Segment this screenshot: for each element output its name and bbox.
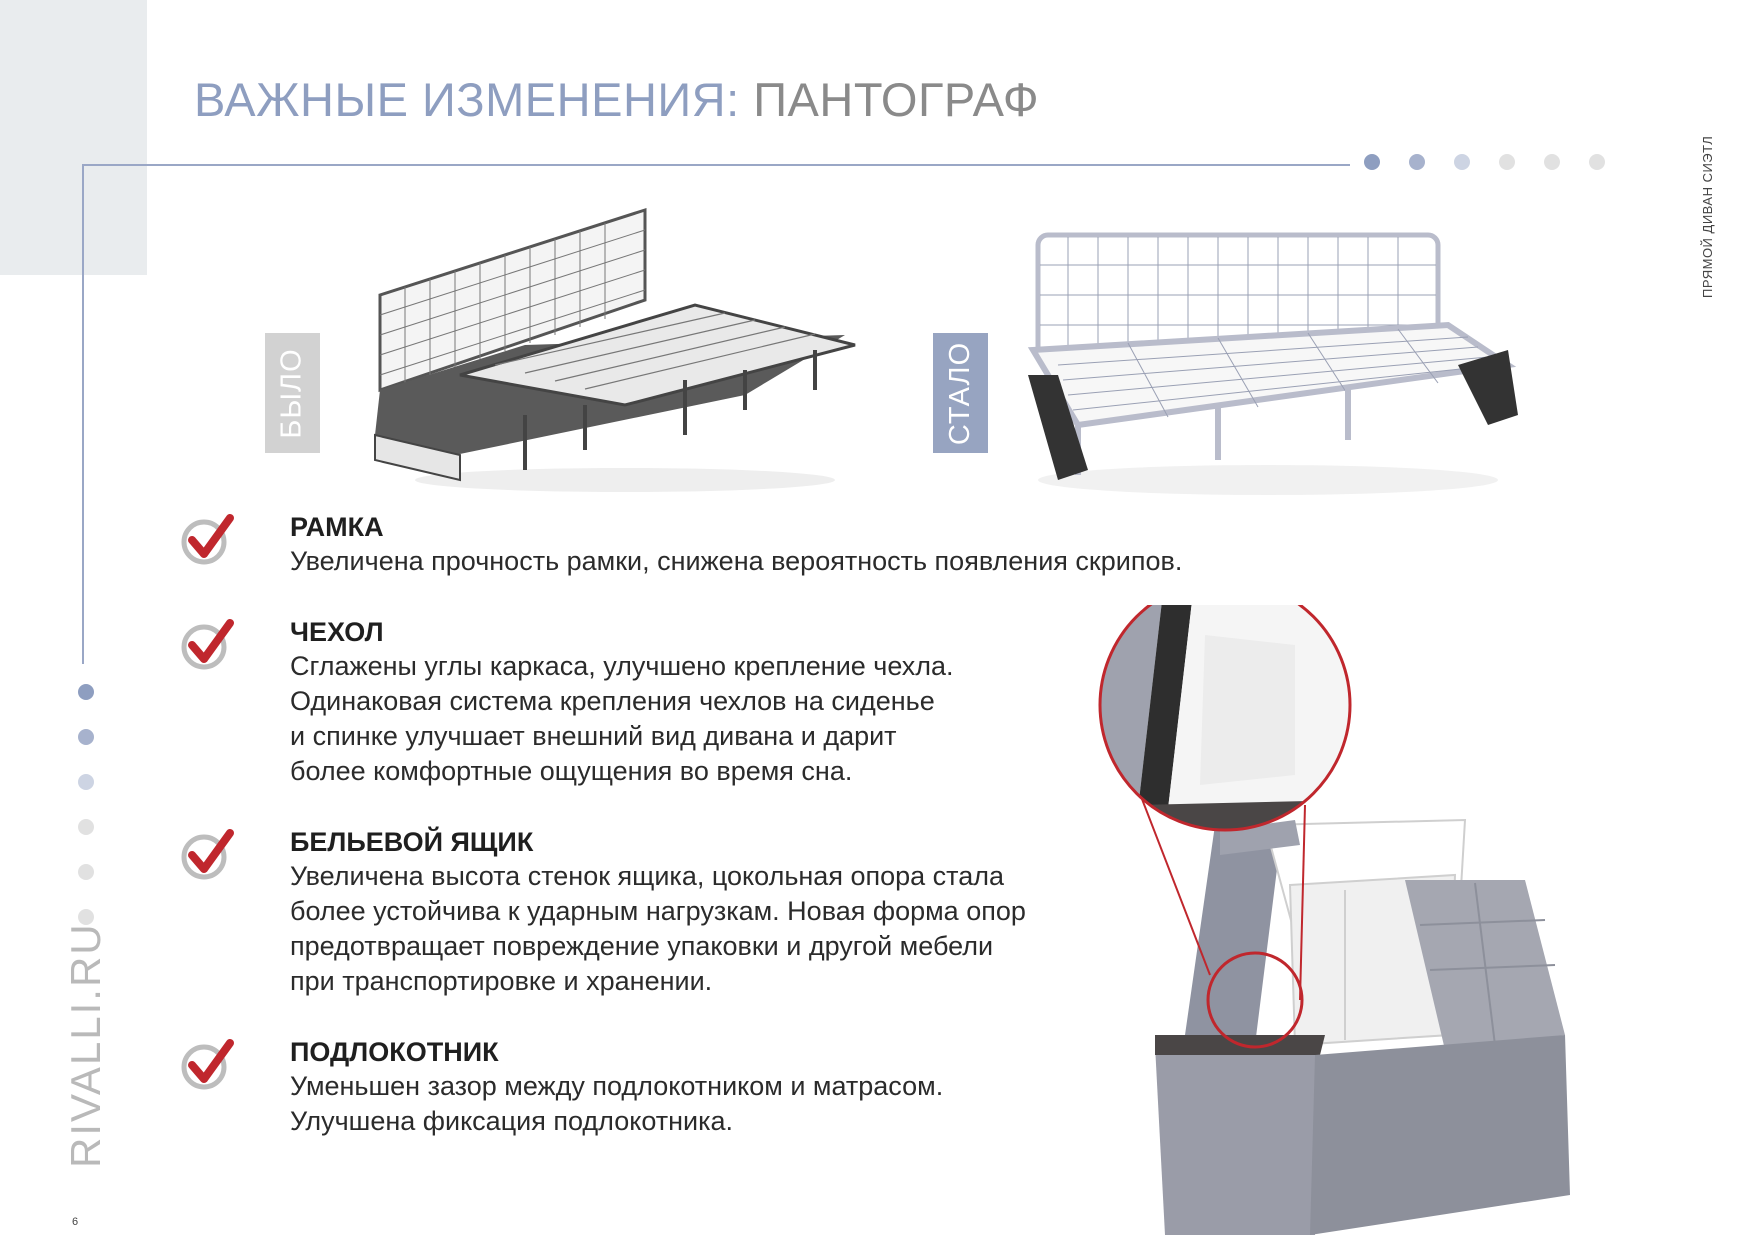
- section-text: Увеличена высота стенок ящика, цокольная опора стала более устойчива к ударным нагрузкам. Новая форма опор предотвращает повреждение упаковки и другой мебели при транспортировке и хранении.: [290, 861, 1026, 996]
- progress-dot: [1544, 154, 1560, 170]
- progress-dot: [78, 684, 94, 700]
- check-icon: [180, 510, 238, 568]
- section-text: Сглажены углы каркаса, улучшено крепление чехла. Одинаковая система крепления чехлов на сиденье и спинке улучшает внешний вид дивана и дарит более комфортные ощущения во время сна.: [290, 651, 954, 786]
- title-accent: ВАЖНЫЕ ИЗМЕНЕНИЯ:: [194, 73, 740, 126]
- progress-dot: [1454, 154, 1470, 170]
- progress-dot: [78, 774, 94, 790]
- check-icon: [180, 825, 238, 883]
- after-tag: СТАЛО: [933, 333, 988, 453]
- corner-block: [0, 0, 147, 275]
- section-title: ЧЕХОЛ: [290, 617, 384, 647]
- page-title: [194, 72, 1039, 127]
- site-label: RIVALLI.RU: [62, 922, 109, 1168]
- section-title: РАМКА: [290, 512, 384, 542]
- frame-line-vertical: [82, 164, 84, 664]
- section-title: ПОДЛОКОТНИК: [290, 1037, 499, 1067]
- sofa-illustration: [1095, 605, 1655, 1235]
- progress-dot: [1499, 154, 1515, 170]
- section-storage-box: [290, 825, 1026, 999]
- section-armrest: [290, 1035, 943, 1139]
- progress-dot: [78, 864, 94, 880]
- old-frame-illustration: [365, 205, 865, 500]
- section-title: БЕЛЬЕВОЙ ЯЩИК: [290, 827, 534, 857]
- section-cover: [290, 615, 954, 789]
- title-main: ПАНТОГРАФ: [753, 73, 1040, 126]
- check-icon: [180, 1035, 238, 1093]
- progress-dot: [1589, 154, 1605, 170]
- section-text: Уменьшен зазор между подлокотником и матрасом. Улучшена фиксация подлокотника.: [290, 1071, 944, 1136]
- before-tag: БЫЛО: [265, 333, 320, 453]
- check-icon: [180, 615, 238, 673]
- progress-dot: [1364, 154, 1380, 170]
- frame-line-horizontal: [82, 164, 1350, 166]
- product-side-label: ПРЯМОЙ ДИВАН СИЭТЛ: [1700, 135, 1715, 298]
- new-frame-illustration: [1018, 225, 1538, 505]
- section-frame: [290, 510, 1182, 579]
- progress-dot: [78, 819, 94, 835]
- page-number: 6: [72, 1216, 79, 1228]
- section-text: Увеличена прочность рамки, снижена вероятность появления скрипов.: [290, 546, 1183, 576]
- progress-dot: [1409, 154, 1425, 170]
- progress-dot: [78, 729, 94, 745]
